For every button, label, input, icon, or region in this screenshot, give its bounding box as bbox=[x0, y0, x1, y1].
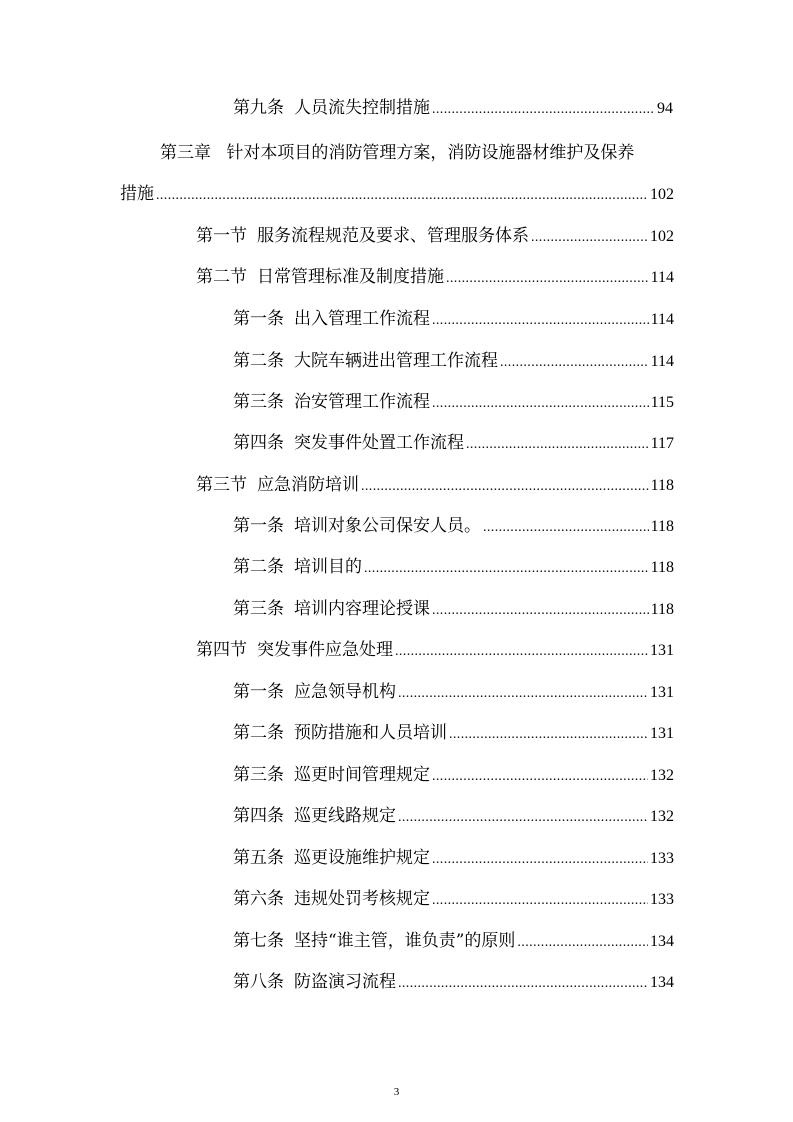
toc-entry-page: 131 bbox=[650, 684, 674, 701]
dot-leader bbox=[156, 184, 648, 208]
toc-entry-label: 第九条 bbox=[233, 98, 284, 118]
toc-entry-title: 突发事件处置工作流程 bbox=[294, 433, 464, 453]
dot-leader bbox=[500, 351, 649, 375]
dot-leader bbox=[432, 889, 648, 913]
toc-entry[interactable] bbox=[233, 597, 674, 621]
toc-entry-title: 服务流程规范及要求、管理服务体系 bbox=[257, 226, 529, 246]
toc-entry[interactable] bbox=[233, 763, 674, 787]
toc-entry[interactable] bbox=[196, 224, 674, 248]
toc-entry-title: 培训对象公司保安人员。 bbox=[294, 516, 481, 536]
toc-entry-page: 118 bbox=[650, 518, 674, 535]
toc-entry-label: 第二节 bbox=[196, 267, 247, 287]
toc-entry-page: 114 bbox=[650, 353, 674, 370]
toc-entry-page: 131 bbox=[650, 725, 674, 742]
toc-entry-title: 大院车辆进出管理工作流程 bbox=[294, 351, 498, 371]
toc-entry-page: 133 bbox=[650, 850, 674, 867]
toc-entry-label: 第八条 bbox=[233, 972, 284, 992]
dot-leader bbox=[398, 806, 648, 830]
toc-entry-label: 第四节 bbox=[196, 640, 247, 660]
dot-leader bbox=[432, 392, 649, 416]
toc-entry-label: 第四条 bbox=[233, 433, 284, 453]
toc-entry-label: 第一条 bbox=[233, 309, 284, 329]
dot-leader bbox=[398, 972, 648, 996]
toc-entry[interactable] bbox=[196, 473, 674, 497]
toc-entry[interactable] bbox=[233, 970, 674, 994]
toc-entry-label: 第二条 bbox=[233, 723, 284, 743]
toc-entry[interactable] bbox=[233, 390, 674, 414]
dot-leader bbox=[466, 433, 649, 457]
toc-entry-label: 第一条 bbox=[233, 516, 284, 536]
toc-entry-page: 134 bbox=[650, 933, 674, 950]
dot-leader bbox=[395, 640, 648, 664]
toc-entry[interactable] bbox=[233, 555, 674, 579]
toc-entry-title: 日常管理标准及制度措施 bbox=[257, 267, 444, 287]
toc-entry-title: 应急领导机构 bbox=[294, 682, 396, 702]
toc-entry[interactable] bbox=[196, 265, 674, 289]
toc-entry-label: 第二条 bbox=[233, 557, 284, 577]
dot-leader bbox=[432, 98, 655, 122]
dot-leader bbox=[449, 723, 648, 747]
dot-leader bbox=[364, 557, 649, 581]
toc-entry[interactable] bbox=[233, 431, 674, 455]
toc-entry[interactable] bbox=[233, 349, 674, 373]
dot-leader bbox=[432, 599, 649, 623]
toc-entry-label: 第一节 bbox=[196, 226, 247, 246]
toc-entry[interactable] bbox=[233, 804, 674, 828]
toc-entry-title: 应急消防培训 bbox=[257, 475, 359, 495]
toc-entry[interactable] bbox=[233, 307, 674, 331]
toc-entry[interactable] bbox=[233, 680, 674, 704]
dot-leader bbox=[361, 475, 649, 499]
toc-entry-label: 第二条 bbox=[233, 351, 284, 371]
toc-entry-label: 第三条 bbox=[233, 392, 284, 412]
toc-entry[interactable] bbox=[233, 514, 674, 538]
dot-leader bbox=[531, 226, 648, 250]
toc-entry-title: 出入管理工作流程 bbox=[294, 309, 430, 329]
toc-entry[interactable] bbox=[233, 846, 674, 870]
toc-entry-label: 第一条 bbox=[233, 682, 284, 702]
toc-entry-title-continuation: 措施 bbox=[120, 184, 154, 204]
toc-entry-label: 第三条 bbox=[233, 765, 284, 785]
toc-entry-page: 133 bbox=[650, 891, 674, 908]
toc-entry-title: 坚持“谁主管，谁负责”的原则 bbox=[294, 931, 516, 951]
toc-entry-label: 第七条 bbox=[233, 931, 284, 951]
toc-entry-label: 第三章 bbox=[160, 143, 211, 163]
toc-entry-title: 违规处罚考核规定 bbox=[294, 889, 430, 909]
toc-entry-title: 治安管理工作流程 bbox=[294, 392, 430, 412]
toc-entry[interactable] bbox=[196, 638, 674, 662]
toc-entry-page: 134 bbox=[650, 974, 674, 991]
toc-entry-page: 94 bbox=[657, 100, 673, 117]
toc-entry-page: 118 bbox=[650, 601, 674, 618]
toc-entry-page: 117 bbox=[650, 435, 674, 452]
toc-entry[interactable] bbox=[233, 96, 673, 120]
toc-entry-page: 102 bbox=[650, 228, 674, 245]
toc-entry-page: 118 bbox=[650, 477, 674, 494]
toc-entry-title: 巡更时间管理规定 bbox=[294, 765, 430, 785]
toc-entry-continuation[interactable] bbox=[120, 182, 674, 206]
toc-entry-page: 102 bbox=[650, 186, 674, 203]
toc-entry[interactable] bbox=[233, 721, 674, 745]
toc-entry-title: 巡更线路规定 bbox=[294, 806, 396, 826]
dot-leader bbox=[483, 516, 649, 540]
dot-leader bbox=[432, 848, 648, 872]
toc-entry-title: 防盗演习流程 bbox=[294, 972, 396, 992]
toc-entry-title: 针对本项目的消防管理方案，消防设施器材维护及保养 bbox=[226, 143, 635, 163]
toc-entry-label: 第五条 bbox=[233, 848, 284, 868]
toc-entry-title: 培训内容理论授课 bbox=[294, 599, 430, 619]
toc-entry-title: 预防措施和人员培训 bbox=[294, 723, 447, 743]
toc-entry[interactable] bbox=[233, 929, 674, 953]
toc-entry-title: 培训目的 bbox=[294, 557, 362, 577]
toc-entry-page: 115 bbox=[650, 394, 674, 411]
dot-leader bbox=[432, 309, 649, 333]
toc-entry-label: 第三条 bbox=[233, 599, 284, 619]
dot-leader bbox=[432, 765, 648, 789]
toc-entry[interactable] bbox=[233, 887, 674, 911]
toc-entry-title: 巡更设施维护规定 bbox=[294, 848, 430, 868]
dot-leader bbox=[446, 267, 649, 291]
dot-leader bbox=[517, 931, 648, 955]
toc-entry-label: 第三节 bbox=[196, 475, 247, 495]
toc-entry-page: 114 bbox=[650, 269, 674, 286]
dot-leader bbox=[398, 682, 648, 706]
toc-entry-page: 118 bbox=[650, 559, 674, 576]
toc-entry-page: 132 bbox=[650, 808, 674, 825]
toc-entry-label: 第六条 bbox=[233, 889, 284, 909]
toc-chapter-heading[interactable] bbox=[160, 141, 634, 165]
toc-entry-title: 突发事件应急处理 bbox=[257, 640, 393, 660]
toc-entry-page: 114 bbox=[650, 311, 674, 328]
toc-entry-page: 132 bbox=[650, 767, 674, 784]
toc-entry-label: 第四条 bbox=[233, 806, 284, 826]
toc-entry-page: 131 bbox=[650, 642, 674, 659]
toc-entry-title: 人员流失控制措施 bbox=[294, 98, 430, 118]
page-number: 3 bbox=[393, 1086, 400, 1098]
